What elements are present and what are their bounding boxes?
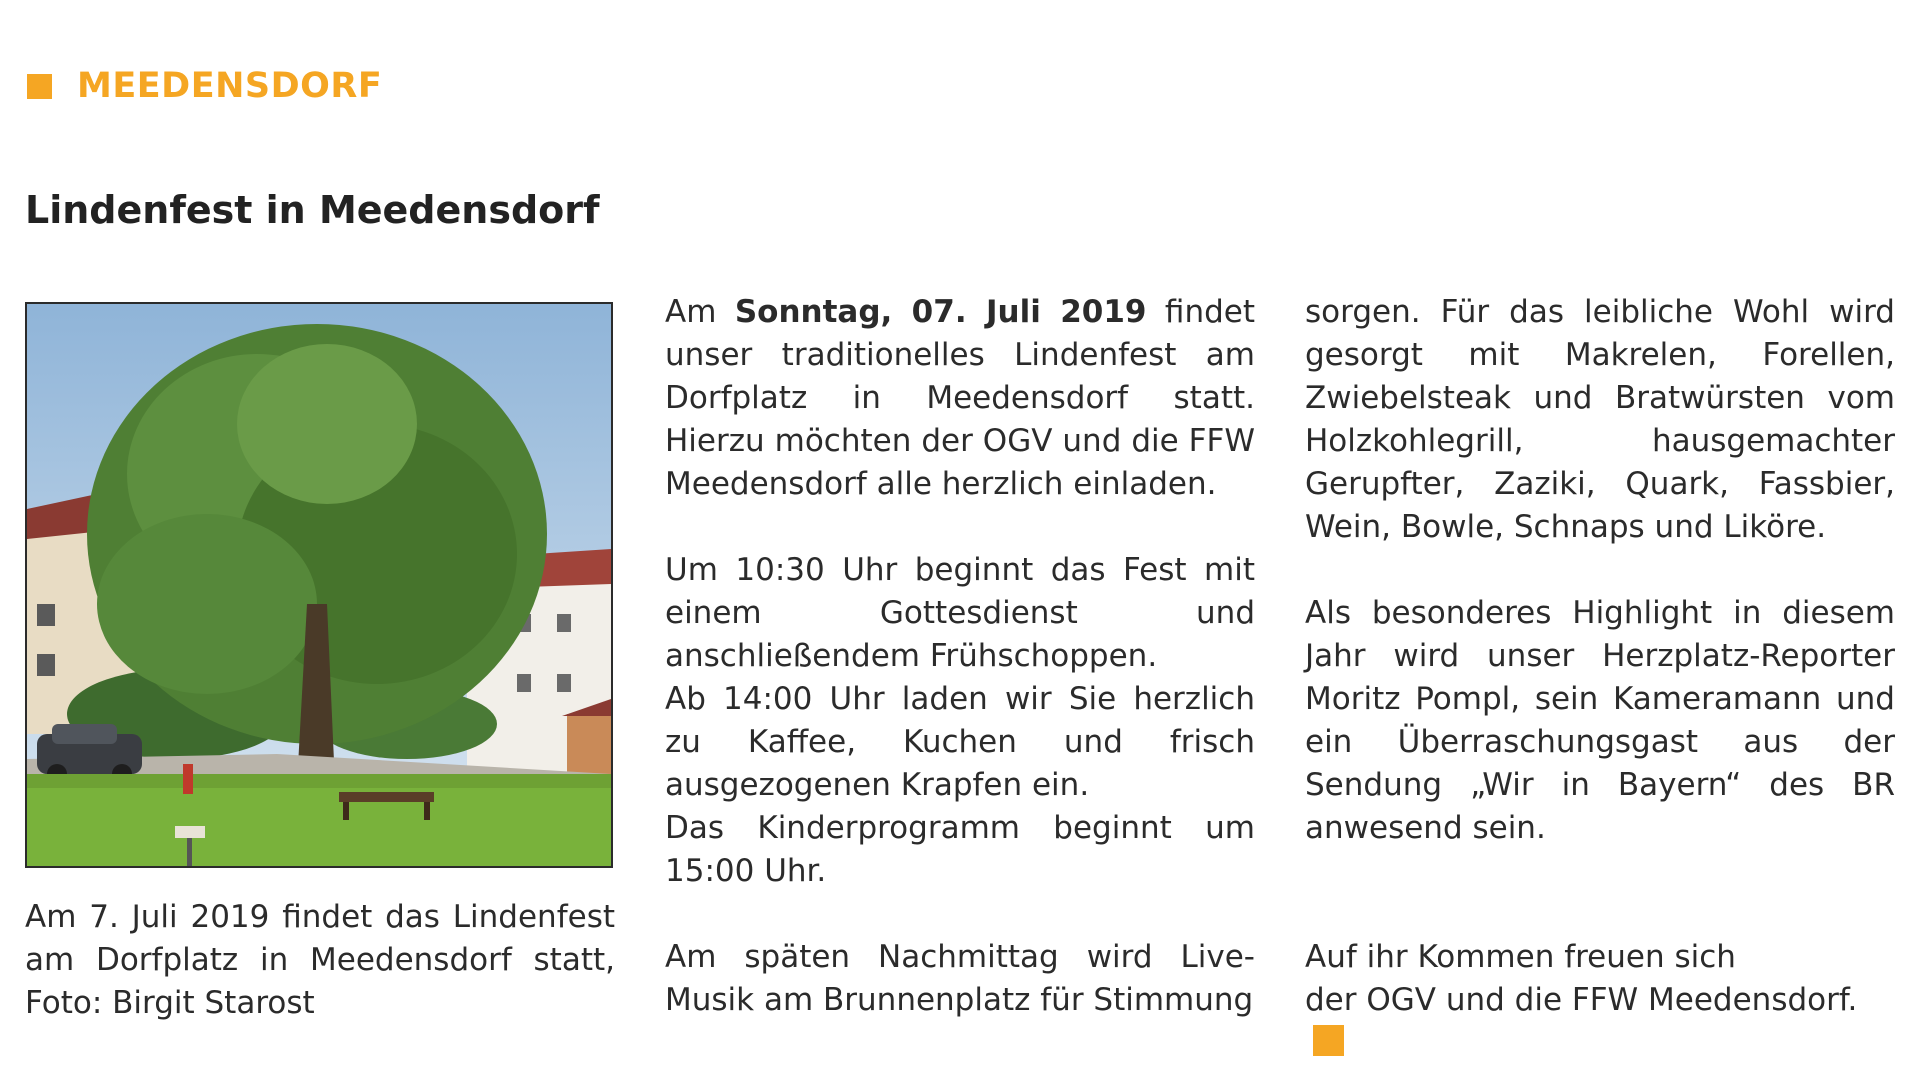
event-date: Sonntag, 07. Juli 2019 [734,294,1147,330]
section-title: MEEDENSDORF [77,66,383,106]
article-column-2 [1305,291,1895,1065]
closing-line-2: der OGV und die FFW Meedensdorf. [1305,982,1858,1018]
intro-text-start: Am [665,294,735,330]
intro-text-end: findet unser traditionelles Lindenfest am Dorfplatz in Meedensdorf statt. Hierzu möchten der OGV und die FFW Meedensdorf alle herzlich einladen. [665,294,1255,502]
section-marker-square [27,74,52,99]
article-title: Lindenfest in Meedensdorf [25,188,600,232]
photo-caption: Am 7. Juli 2019 findet das Lindenfest am Dorfplatz in Meedensdorf statt, Foto: Birgit Starost [25,899,615,1021]
paragraph-food: sorgen. Für das leibliche Wohl wird gesorgt mit Makrelen, Forellen, Zwiebelsteak und Bratwürsten vom Holzkohlegrill, hausgemachter Gerupfter, Zaziki, Quark, Fassbier, Wein, Bowle, Schnaps und Liköre. [1305,294,1895,545]
section-header [27,66,382,106]
article-column-1 [665,291,1255,1022]
article-photo [25,302,613,868]
end-marker-square [1313,1025,1344,1056]
paragraph-intro [665,291,1255,506]
paragraph-live-music: Am späten Nachmittag wird Live-Musik am Brunnenplatz für Stimmung [665,939,1255,1018]
paragraph-kids-program: Das Kinderprogramm beginnt um 15:00 Uhr. [665,810,1255,889]
linden-tree-photo [27,304,611,866]
paragraph-highlight: Als besonderes Highlight in diesem Jahr wird unser Herzplatz-Reporter Moritz Pompl, sein Kameramann und ein Überraschungsgast aus der Sendung „Wir in Bayern“ des BR anwesend sein. [1305,595,1895,846]
paragraph-schedule-afternoon: Ab 14:00 Uhr laden wir Sie herzlich zu Kaffee, Kuchen und frisch ausgezogenen Krapfen ein. [665,681,1255,803]
closing-line-1: Auf ihr Kommen freuen sich [1305,939,1736,975]
paragraph-closing [1305,936,1895,1065]
paragraph-schedule-morning: Um 10:30 Uhr beginnt das Fest mit einem Gottesdienst und anschließendem Frühschoppen. [665,552,1255,674]
